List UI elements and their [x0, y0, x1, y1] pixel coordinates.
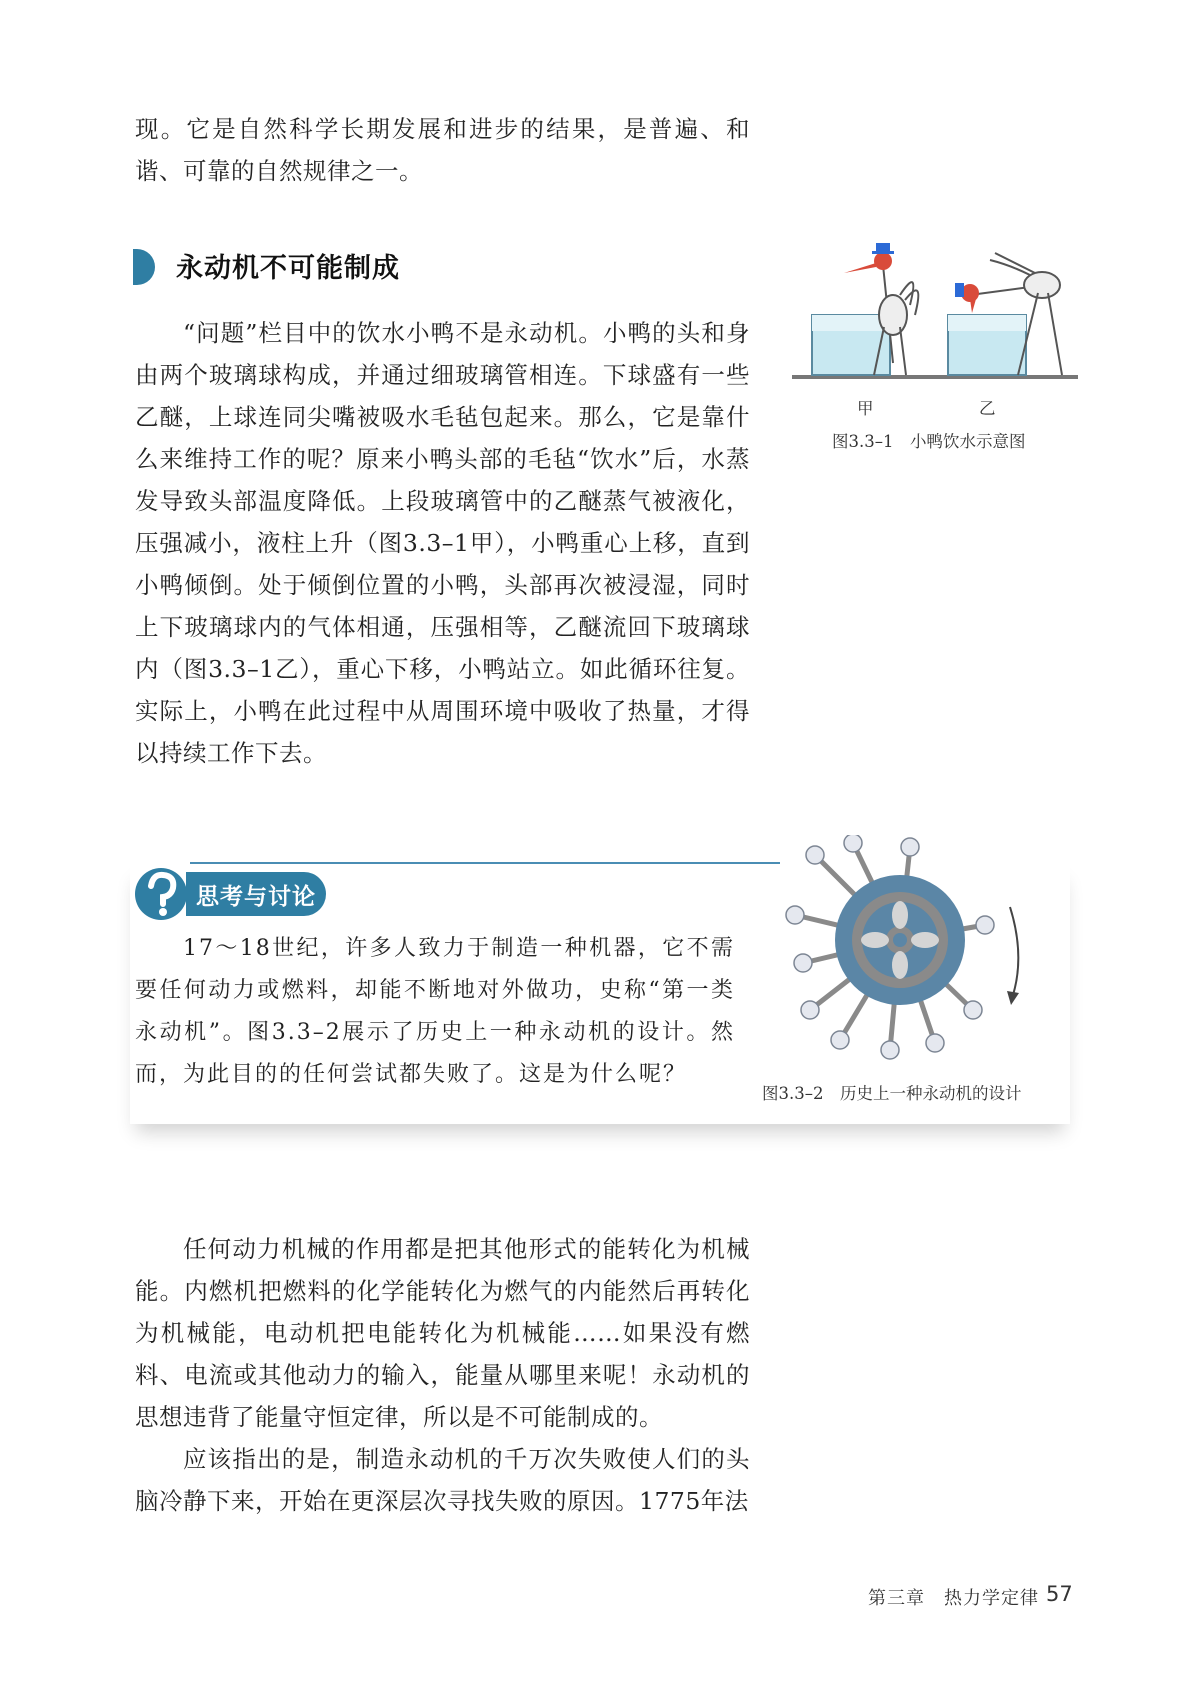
figure1-label-b: 乙	[979, 399, 996, 418]
question-icon	[133, 866, 189, 922]
duck-a-beak	[844, 263, 876, 273]
discussion-rule	[190, 862, 780, 864]
duck-b-beak	[970, 299, 976, 313]
paragraph-energy: 任何动力机械的作用都是把其他形式的能转化为机械能。内燃机把燃料的化学能转化为燃气的内能然后再转化为机械能，电动机把电能转化为机械能……如果没有燃料、电流或其他动力的输入，能量从哪里来呢！永动机的思想违背了能量守恒定律，所以是不可能制成的。	[135, 1235, 750, 1431]
rotation-arrow	[1010, 907, 1018, 995]
figure1-label-a: 甲	[857, 399, 874, 418]
duck-a-hat	[876, 243, 890, 252]
beaker-b	[948, 315, 1026, 375]
footer-chapter: 第三章 热力学定律	[868, 1588, 1039, 1609]
drinking-duck-figure	[790, 235, 1080, 385]
duck-b-hat	[955, 283, 964, 297]
figure2-caption: 图3.3–2 历史上一种永动机的设计	[762, 1084, 1022, 1103]
duck-a-head	[874, 252, 892, 270]
beaker-a	[812, 315, 890, 375]
paragraph-conclusion: 应该指出的是，制造永动机的千万次失败使人们的头脑冷静下来，开始在更深层次寻找失败的原因。1775年法	[135, 1445, 750, 1515]
discussion-badge-label: 思考与讨论	[196, 884, 316, 910]
section-marker	[133, 249, 155, 285]
discussion-text: 17～18世纪，许多人致力于制造一种机器，它不需要任何动力或燃料，却能不断地对外做功，史称“第一类永动机”。图3.3–2展示了历史上一种永动机的设计。然而，为此目的的任何尝试都失败了。这是为什么呢？	[135, 936, 735, 1087]
paragraph-intro: 现。它是自然科学长期发展和进步的结果，是普遍、和谐、可靠的自然规律之一。	[135, 115, 750, 185]
page-number: 57	[1046, 1582, 1073, 1606]
figure1-caption: 图3.3–1 小鸭饮水示意图	[832, 432, 1026, 451]
paragraph-drinking-duck: “问题”栏目中的饮水小鸭不是永动机。小鸭的头和身由两个玻璃球构成，并通过细玻璃管相连。下球盛有一些乙醚，上球连同尖嘴被吸水毛毡包起来。那么，它是靠什么来维持工作的呢？原来小鸭头部的毛毡“饮水”后，水蒸发导致头部温度降低。上段玻璃管中的乙醚蒸气被液化，压强减小，液柱上升（图3.3–1甲），小鸭重心上移，直到小鸭倾倒。处于倾倒位置的小鸭，头部再次被浸湿，同时上下玻璃球内的气体相通，压强相等，乙醚流回下玻璃球内（图3.3–1乙），重心下移，小鸭站立。如此循环往复。实际上，小鸭在此过程中从周围环境中吸收了热量，才得以持续工作下去。	[135, 319, 750, 767]
wheel-hub	[893, 933, 907, 947]
perpetual-motion-wheel-figure	[785, 835, 1035, 1060]
section-title: 永动机不可能制成	[176, 253, 400, 284]
rotation-arrow-head	[1007, 991, 1019, 1005]
